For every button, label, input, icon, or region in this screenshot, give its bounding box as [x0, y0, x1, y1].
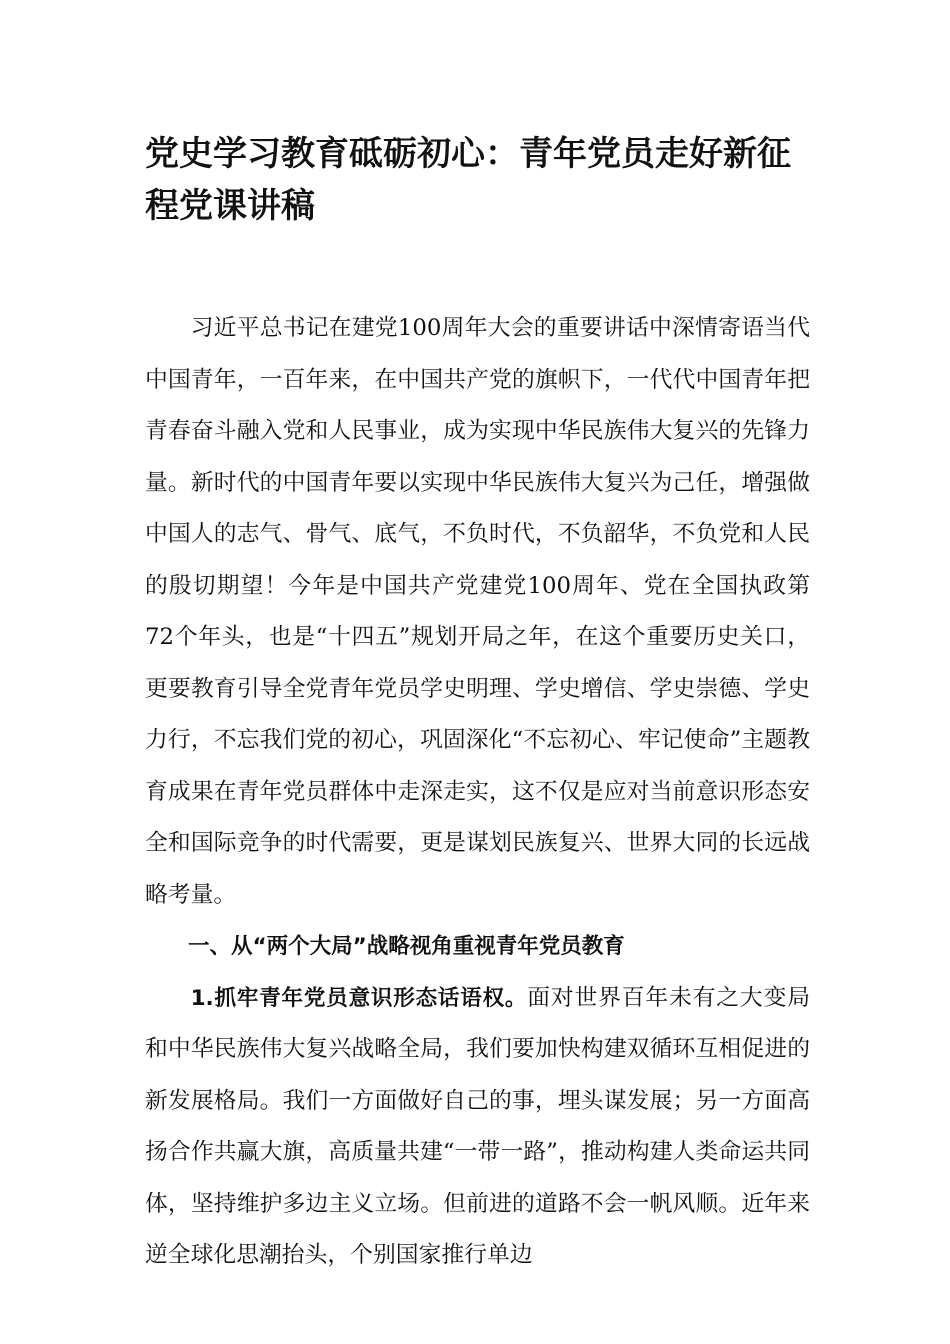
subsection-lead: 1.抓牢青年党员意识形态话语权。	[190, 985, 528, 1011]
subsection-paragraph	[145, 973, 810, 1282]
section-heading: 一、从“两个大局”战略视角重视青年党员教育	[188, 934, 625, 959]
document-body	[145, 303, 810, 1282]
subsection-text: 面对世界百年未有之大变局和中华民族伟大复兴战略全局，我们要加快构建双循环互相促进的新发展格局。我们一方面做好自己的事，埋头谋发展；另一方面高扬合作共赢大旗，高质量共建“一带一路”，推动构建人类命运共同体，坚持维护多边主义立场。但前进的道路不会一帆风顺。近年来逆全球化思潮抬头，个别国家推行单边	[145, 984, 810, 1268]
document-title: 党史学习教育砥砺初心：青年党员走好新征程党课讲稿	[145, 134, 791, 226]
document-page	[145, 128, 810, 1282]
intro-paragraph: 习近平总书记在建党100周年大会的重要讲话中深情寄语当代中国青年，一百年来，在中国共产党的旗帜下，一代代中国青年把青春奋斗融入党和人民事业，成为实现中华民族伟大复兴的先锋力量。新时代的中国青年要以实现中华民族伟大复兴为己任，增强做中国人的志气、骨气、底气，不负时代，不负韶华，不负党和人民的殷切期望！今年是中国共产党建党100周年、党在全国执政第72个年头，也是“十四五”规划开局之年，在这个重要历史关口，更要教育引导全党青年党员学史明理、学史增信、学史崇德、学史力行，不忘我们党的初心，巩固深化“不忘初心、牢记使命”主题教育成果在青年党员群体中走深走实，这不仅是应对当前意识形态安全和国际竞争的时代需要，更是谋划民族复兴、世界大同的长远战略考量。	[145, 315, 810, 908]
